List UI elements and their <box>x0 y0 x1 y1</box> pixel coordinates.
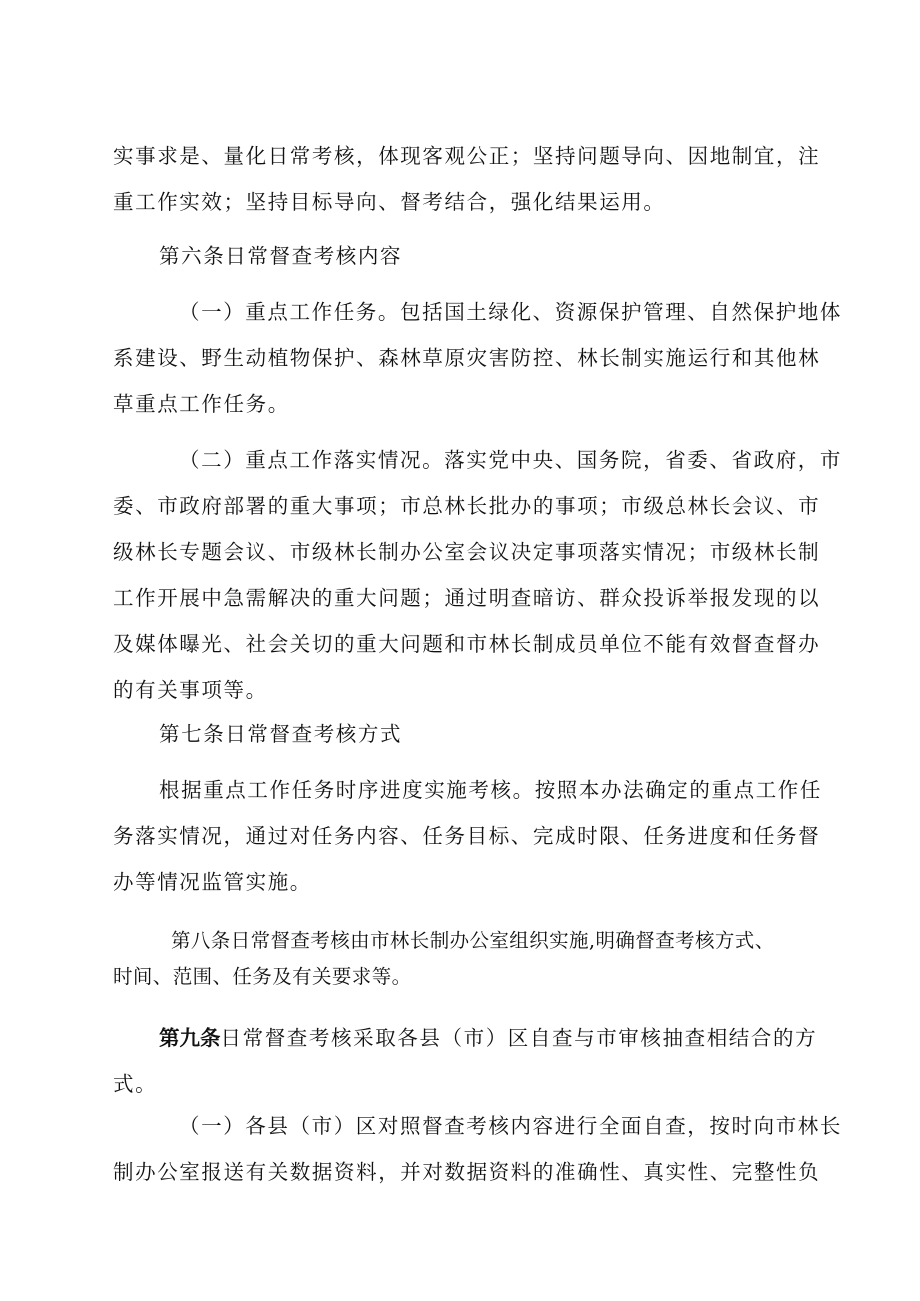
text-line: 式。 <box>113 1072 158 1096</box>
text-line: 系建设、野生动植物保护、森林草原灾害防控、林长制实施运行和其他林 <box>113 346 821 370</box>
article-9-text: 日常督查考核采取各县（市）区自查与市审核抽查相结合的方 <box>220 1026 818 1050</box>
article-6-heading: 第六条日常督查考核内容 <box>159 244 403 268</box>
text-line: 根据重点工作任务时序进度实施考核。按照本办法确定的重点工作任 <box>159 778 822 802</box>
text-line: 制办公室报送有关数据资料，并对数据资料的准确性、真实性、完整性负 <box>113 1160 821 1184</box>
text-line: （一）重点工作任务。包括国土绿化、资源保护管理、自然保护地体 <box>179 300 842 324</box>
text-line: 实事求是、量化日常考核，体现客观公正；坚持问题导向、因地制宜，注 <box>113 144 821 168</box>
item-2-implementation <box>113 437 842 713</box>
text-line: 务落实情况，通过对任务内容、任务目标、完成时限、任务进度和任务督 <box>113 824 821 848</box>
text-line: 委、市政府部署的重大事项；市总林长批办的事项；市级总林长会议、市 <box>113 494 821 518</box>
text-line: 时间、范围、任务及有关要求等。 <box>113 965 412 988</box>
text-line: （二）重点工作落实情况。落实党中央、国务院，省委、省政府，市 <box>179 448 842 472</box>
text-line: 级林长专题会议、市级林长制办公室会议决定事项落实情况；市级林长制 <box>113 540 821 564</box>
text-line: （一）各县（市）区对照督查考核内容进行全面自查，按时向市林长 <box>179 1114 842 1138</box>
paragraph-principles <box>113 133 821 225</box>
item-1-key-tasks <box>113 289 842 427</box>
text-line: 第八条日常督查考核由市林长制办公室组织实施,明确督查考核方式、 <box>171 929 775 952</box>
article-9-item-1 <box>113 1103 842 1195</box>
text-line: 重工作实效；坚持目标导向、督考结合，强化结果运用。 <box>113 190 666 214</box>
text-line: 的有关事项等。 <box>113 678 268 702</box>
text-line: 办等情况监管实施。 <box>113 870 312 894</box>
article-8 <box>113 923 813 995</box>
article-9 <box>113 1015 818 1107</box>
text-line: 及媒体曝光、社会关切的重大问题和市林长制成员单位不能有效督查督办 <box>113 632 821 656</box>
article-7-heading: 第七条日常督查考核方式 <box>159 722 403 746</box>
article-9-lead: 第九条 <box>159 1026 221 1050</box>
text-line: 工作开展中急需解决的重大问题；通过明查暗访、群众投诉举报发现的以 <box>113 586 821 610</box>
text-line: 草重点工作任务。 <box>113 392 290 416</box>
text-line <box>113 1015 818 1061</box>
article-7-body <box>113 767 822 905</box>
